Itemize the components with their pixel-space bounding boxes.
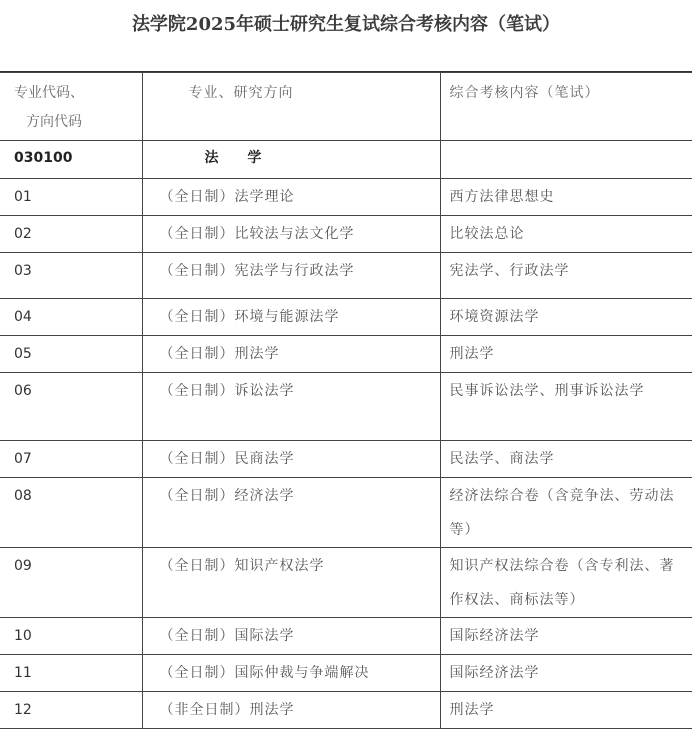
research-direction [142,299,440,336]
exam-content-text: 知识产权法综合卷（含专利法、著作权法、商标法等） [449,558,675,608]
research-direction [142,216,440,253]
research-direction [142,655,440,692]
exam-content-text: 比较法总论 [449,226,525,242]
table-row [0,618,692,655]
header-row [0,73,692,141]
exam-content [440,478,692,548]
direction-code [0,618,142,655]
research-direction [142,441,440,478]
research-direction-text: （全日制）知识产权法学 [159,558,325,574]
direction-code [0,179,142,216]
exam-content [440,179,692,216]
research-direction-text: （全日制）国际仲裁与争端解决 [159,665,370,681]
direction-code-text: 11 [14,665,32,681]
exam-content-text: 刑法学 [449,346,495,362]
direction-code [0,655,142,692]
research-direction-text: （全日制）法学理论 [159,189,295,205]
exam-content-text: 民事诉讼法学、刑事诉讼法学 [449,383,645,399]
table-row [0,216,692,253]
major-content [440,141,692,179]
direction-code-text: 04 [14,309,32,325]
exam-content [440,655,692,692]
research-direction-text: （全日制）诉讼法学 [159,383,295,399]
exam-content-text: 环境资源法学 [449,309,540,325]
direction-code-text: 07 [14,451,32,467]
exam-content [440,373,692,441]
table-row [0,441,692,478]
research-direction [142,618,440,655]
exam-content [440,692,692,729]
table-row [0,299,692,336]
exam-content-text: 西方法律思想史 [449,189,555,205]
research-direction [142,373,440,441]
table-row [0,655,692,692]
research-direction-text: （全日制）刑法学 [159,346,280,362]
direction-code [0,336,142,373]
research-direction-text: （非全日制）刑法学 [159,702,295,718]
direction-code [0,441,142,478]
research-direction [142,336,440,373]
exam-content [440,441,692,478]
table-row [0,253,692,299]
table-row [0,478,692,548]
research-direction [142,692,440,729]
table-row [0,692,692,729]
exam-content-text: 刑法学 [449,702,495,718]
header-content [440,73,692,141]
research-direction-text: （全日制）经济法学 [159,488,295,504]
major-name [142,141,440,179]
header-code-line2: 方向代码 [26,114,82,130]
major-code [0,141,142,179]
research-direction [142,478,440,548]
direction-code-text: 08 [14,488,32,504]
research-direction-text: （全日制）国际法学 [159,628,295,644]
direction-code [0,478,142,548]
exam-content [440,548,692,618]
major-code-text: 030100 [14,150,73,166]
table-row [0,373,692,441]
research-direction-text: （全日制）环境与能源法学 [159,309,340,325]
major-row [0,141,692,179]
exam-content-text: 国际经济法学 [449,665,540,681]
header-major [142,73,440,141]
direction-code [0,692,142,729]
direction-code-text: 03 [14,263,32,279]
direction-code-text: 01 [14,189,32,205]
direction-code [0,253,142,299]
direction-code-text: 05 [14,346,32,362]
research-direction [142,548,440,618]
table-row [0,179,692,216]
exam-content-text: 宪法学、行政法学 [449,263,570,279]
direction-code-text: 02 [14,226,32,242]
research-direction [142,253,440,299]
exam-content-text: 国际经济法学 [449,628,540,644]
table-row [0,336,692,373]
direction-code-text: 10 [14,628,32,644]
direction-code [0,216,142,253]
direction-code [0,548,142,618]
exam-content [440,618,692,655]
exam-content-text: 民法学、商法学 [449,451,555,467]
exam-content [440,336,692,373]
header-code [0,73,142,141]
research-direction-text: （全日制）宪法学与行政法学 [159,263,355,279]
document-title: 法学院2025年硕士研究生复试综合考核内容（笔试） [0,0,692,72]
exam-content-text: 经济法综合卷（含竞争法、劳动法等） [449,488,675,538]
major-name-text: 法 学 [204,150,274,166]
header-code-line1: 专业代码、 [14,85,84,101]
header-major-text: 专业、研究方向 [188,85,294,101]
research-direction [142,179,440,216]
direction-code [0,299,142,336]
research-direction-text: （全日制）民商法学 [159,451,295,467]
direction-code-text: 06 [14,383,32,399]
exam-content [440,299,692,336]
exam-content [440,253,692,299]
direction-code [0,373,142,441]
research-direction-text: （全日制）比较法与法文化学 [159,226,355,242]
table-row [0,548,692,618]
direction-code-text: 12 [14,702,32,718]
header-content-text: 综合考核内容（笔试） [449,85,600,101]
exam-content-table [0,72,692,729]
exam-content [440,216,692,253]
direction-code-text: 09 [14,558,32,574]
